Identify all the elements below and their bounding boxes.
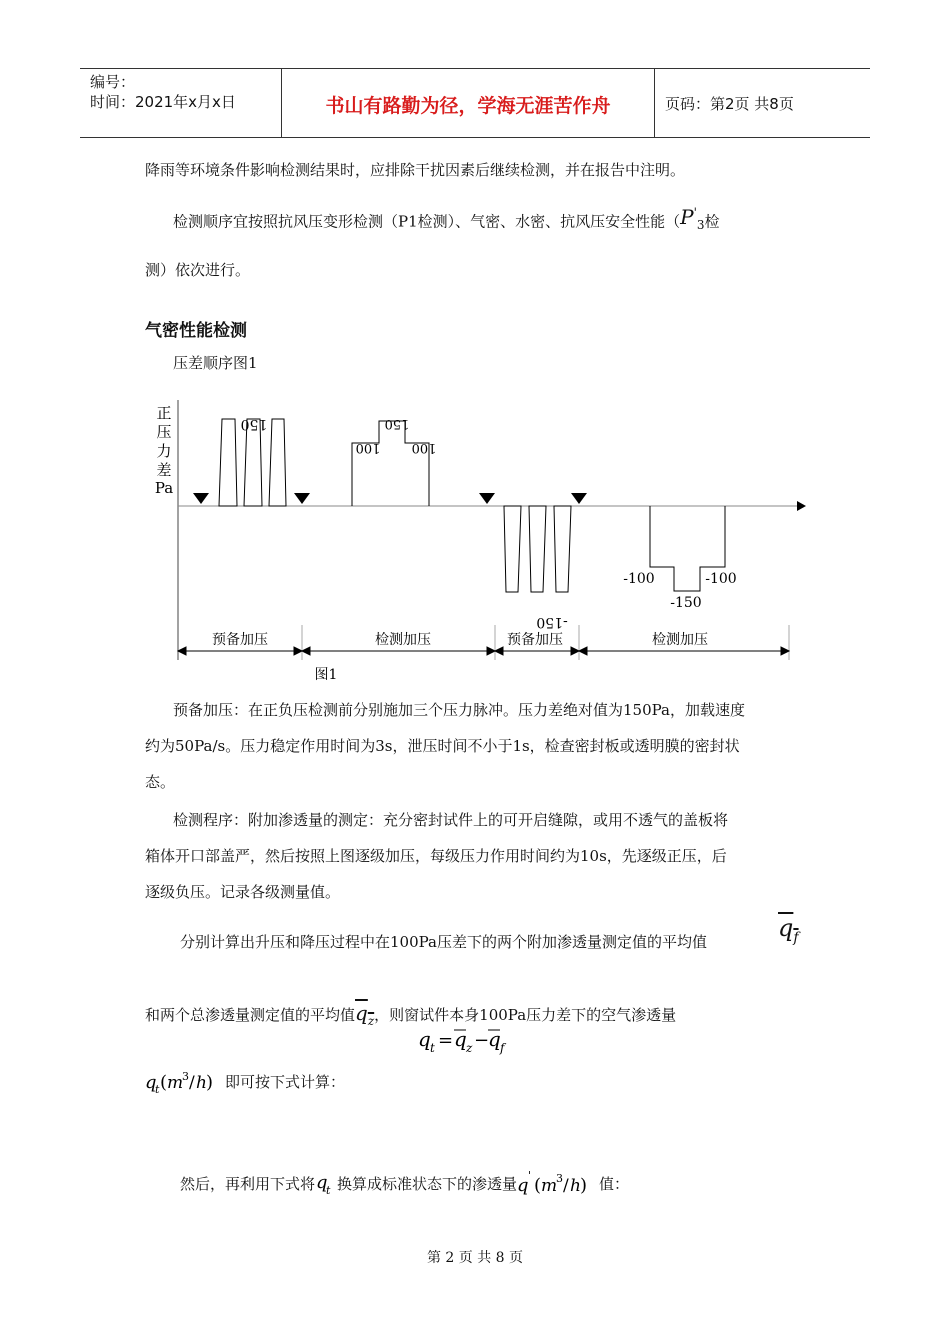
header-left (90, 72, 236, 112)
y-label-char: 差 (156, 461, 172, 479)
svg-text:−: − (474, 1030, 490, 1051)
label-neg150: -150 (670, 595, 702, 611)
arrow-head (178, 647, 186, 655)
paragraph-line: 约为50Pa/s。压力稳定作用时间为3s，泄压时间不小于1s，检查密封板或透明膜的密封状 (145, 737, 740, 755)
svg-text:q: q (488, 1027, 501, 1051)
phase-label: 检测加压 (652, 632, 708, 648)
label-neg150: -150 (536, 614, 568, 630)
phase-label: 预备加压 (212, 632, 268, 648)
y-label-char: 压 (156, 423, 172, 441)
paragraph-line (173, 205, 720, 238)
label-100: 100 (355, 440, 381, 455)
date-line: 时间：2021年x月x日 (90, 93, 236, 111)
svg-text:q: q (418, 1027, 431, 1051)
svg-text:h: h (570, 1176, 581, 1196)
label-neg100: -100 (623, 571, 655, 587)
paragraph-line: 分别计算出升压和降压过程中在100Pa压差下的两个附加渗透量测定值的平均值 (180, 933, 707, 951)
arrow-head (294, 647, 302, 655)
svg-text:m: m (541, 1176, 558, 1196)
qt-unit-formula (145, 1070, 225, 1096)
pressure-sequence-diagram (0, 380, 950, 690)
figure-caption: 压差顺序图1 (173, 354, 258, 372)
svg-text:=: = (438, 1030, 454, 1051)
svg-text:f: f (500, 1041, 505, 1055)
text-run: 检测顺序宜按照抗风压变形检测（P1检测）、气密、水密、抗风压安全性能（ (173, 212, 681, 231)
svg-text:/: / (189, 1073, 195, 1093)
label-neg100: -100 (705, 571, 737, 587)
pre-pulse (269, 419, 286, 506)
svg-text:t: t (326, 1184, 331, 1197)
qz-symbol: $q_z$ (355, 1001, 375, 1028)
arrow-head (302, 647, 310, 655)
marker-triangle (193, 493, 209, 504)
label-150: 150 (384, 416, 410, 431)
test-step-profile (352, 421, 429, 506)
svg-text:q: q (454, 1027, 467, 1051)
svg-text:q: q (145, 1072, 157, 1093)
pre-pulse (504, 506, 521, 592)
header-divider (654, 69, 655, 137)
svg-text:t: t (430, 1041, 435, 1055)
phase-label: 预备加压 (507, 632, 563, 648)
qf-symbol: $q_f$ (778, 914, 799, 946)
formula (410, 1024, 530, 1060)
paragraph-line: 测）依次进行。 (145, 261, 251, 279)
paragraph-line: 和两个总渗透量测定值的平均值$q_z$，则窗试件本身100Pa压力差下的空气渗透量 (145, 1001, 677, 1028)
y-label-char: 正 (156, 404, 172, 422)
page-header (80, 68, 870, 138)
x-axis-arrow (797, 501, 806, 511)
marker-triangle (479, 493, 495, 504)
svg-text:(: ( (160, 1072, 168, 1093)
paragraph-line: 检测程序：附加渗透量的测定：充分密封试件上的可开启缝隙，或用不透气的盖板将 (173, 811, 729, 829)
header-page-info: 页码：第2页 共8页 (665, 95, 794, 113)
svg-text:t: t (155, 1083, 160, 1096)
arrow-head (571, 647, 579, 655)
svg-text:(: ( (534, 1175, 542, 1196)
paragraph-line: 预备加压：在正负压检测前分别施加三个压力脉冲。压力差绝对值为150Pa，加载速度 (173, 701, 745, 719)
paragraph-line: q t ( m 3 / h ) 即可按下式计算： (145, 1070, 346, 1096)
number-label: 编号： (90, 73, 136, 91)
p3-symbol: $P'_3$ (680, 204, 705, 232)
y-label-char: Pa (154, 479, 174, 497)
pre-pulse (529, 506, 546, 592)
arrow-head (781, 647, 789, 655)
label-150: 150 (240, 416, 268, 432)
phase-label: 检测加压 (375, 632, 431, 648)
svg-text:z: z (466, 1041, 473, 1055)
svg-text:3: 3 (182, 1070, 189, 1083)
svg-text:m: m (167, 1073, 184, 1093)
q-prime-unit-formula (517, 1170, 599, 1200)
svg-text:): ) (206, 1072, 214, 1093)
arrow-head (495, 647, 503, 655)
paragraph-line: 逐级负压。记录各级测量值。 (145, 883, 341, 901)
pre-pulse (554, 506, 571, 592)
paragraph-line: 然后，再利用下式将 q t 换算成标准状态下的渗透量 q ' ( m 3 / h ) 值： (180, 1170, 629, 1200)
qt-symbol (315, 1173, 337, 1197)
paragraph-line: 态。 (145, 773, 176, 791)
section-title: 气密性能检测 (145, 321, 247, 341)
header-motto: 书山有路勤为径，学海无涯苦作舟 (325, 95, 611, 117)
svg-text:q: q (316, 1173, 328, 1193)
pre-pulse (219, 419, 237, 506)
arrow-head (487, 647, 495, 655)
paragraph-line: 降雨等环境条件影响检测结果时，应排除干扰因素后继续检测，并在报告中注明。 (145, 161, 686, 179)
text-run: 检 (704, 212, 720, 231)
y-label-char: 力 (156, 442, 172, 460)
marker-triangle (571, 493, 587, 504)
svg-text:/: / (563, 1176, 569, 1196)
svg-text:h: h (196, 1073, 207, 1093)
svg-text:): ) (580, 1175, 588, 1196)
label-100: 100 (411, 440, 437, 455)
page-footer: 第 2 页 共 8 页 (426, 1250, 524, 1266)
paragraph-line: 箱体开口部盖严，然后按照上图逐级加压，每级压力作用时间约为10s，先逐级正压，后 (145, 847, 727, 865)
svg-text:3: 3 (556, 1172, 564, 1185)
svg-text:q: q (517, 1175, 529, 1196)
svg-text:': ' (528, 1170, 532, 1182)
marker-triangle (294, 493, 310, 504)
arrow-head (579, 647, 587, 655)
figure-label: 图1 (314, 667, 338, 683)
